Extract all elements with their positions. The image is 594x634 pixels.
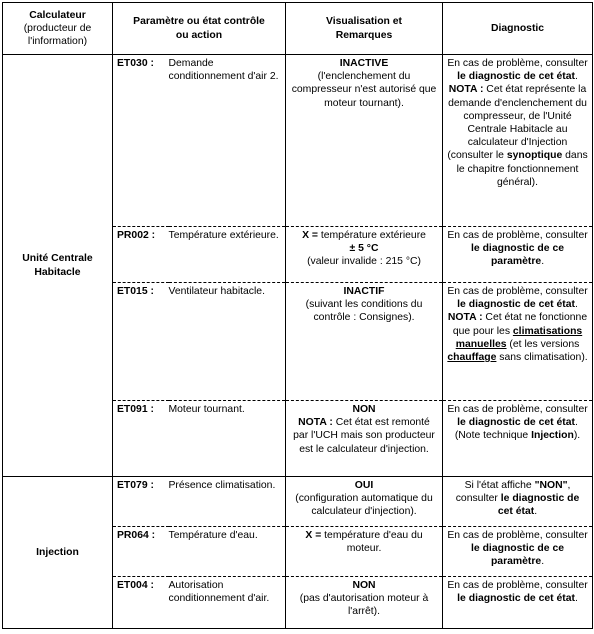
vis-value: INACTIF	[343, 286, 385, 297]
diag-note-end: ).	[573, 430, 581, 442]
vis-note: (configuration automatique du calculateur d'injection).	[295, 493, 433, 518]
diag-quote: "NON"	[534, 480, 568, 491]
param-code: ET015 :	[113, 283, 169, 401]
visualisation-cell	[286, 283, 443, 401]
diagnostic-cell	[443, 55, 593, 227]
param-name: Température extérieure.	[169, 227, 286, 283]
nota-underlined-2: chauffage	[447, 352, 497, 364]
nota-text-end: sans climatisation).	[496, 352, 588, 364]
nota-underlined: climatisations manuelles	[455, 325, 583, 350]
header-row	[3, 3, 593, 55]
param-code: PR002 :	[113, 227, 169, 283]
diag-text: En cas de problème, consulter	[447, 530, 588, 541]
vis-value: NON	[352, 580, 376, 591]
param-code: ET030 :	[113, 55, 169, 227]
calculator-cell-injection: Injection	[3, 477, 113, 629]
visualisation-cell	[286, 227, 443, 283]
diag-link-text: le diagnostic de cet état	[457, 417, 575, 429]
nota-label: NOTA :	[298, 417, 333, 429]
param-name: Température d'eau.	[169, 527, 286, 577]
diag-text: En cas de problème, consulter	[447, 404, 588, 415]
diag-text-end: .	[541, 256, 545, 268]
vis-x-label: X =	[302, 230, 318, 241]
vis-value: INACTIVE	[339, 58, 389, 69]
vis-x-text: température d'eau du moteur.	[321, 530, 423, 555]
visualisation-cell	[286, 527, 443, 577]
param-name: Moteur tournant.	[169, 401, 286, 477]
diag-text-end: .	[574, 593, 578, 605]
vis-x-label: X =	[305, 530, 322, 541]
param-name: Autorisation conditionnement d'air.	[169, 577, 286, 629]
diag-link-text: le diagnostic de cet état	[457, 299, 575, 311]
nota-text-end: dans le chapitre fonctionnement général).	[456, 150, 588, 188]
diagnostic-cell	[443, 283, 593, 401]
vis-tolerance: ± 5 °C	[349, 243, 379, 255]
vis-note: (suivant les conditions du contrôle : Consignes).	[305, 299, 423, 324]
header-parameter: Paramètre ou état contrôle ou action	[113, 3, 286, 55]
calculator-cell-uch: Unité Centrale Habitacle	[3, 55, 113, 477]
diag-text-end: .	[574, 71, 578, 83]
nota-label: NOTA :	[447, 312, 483, 324]
nota-bold: synoptique	[506, 150, 563, 162]
visualisation-cell	[286, 577, 443, 629]
header-visualisation: Visualisation et Remarques	[286, 3, 443, 55]
table-row-et079	[3, 477, 593, 527]
diag-text-end: .	[574, 299, 578, 311]
diagnostic-cell	[443, 527, 593, 577]
header-diagnostic: Diagnostic	[443, 3, 593, 55]
diag-text-end: .	[541, 556, 545, 568]
diagnostic-cell	[443, 401, 593, 477]
diag-link-text: le diagnostic de cet état	[457, 593, 575, 605]
visualisation-cell	[286, 401, 443, 477]
diag-link-text: le diagnostic de cet état	[497, 493, 580, 518]
param-name: Ventilateur habitacle.	[169, 283, 286, 401]
diag-link-text: le diagnostic de ce paramètre	[471, 543, 564, 568]
diagnostic-cell	[443, 227, 593, 283]
vis-value: NON	[352, 404, 376, 415]
param-code: ET079 :	[113, 477, 169, 527]
vis-note: (l'enclenchement du compresseur n'est autorisé que moteur tournant).	[291, 71, 437, 109]
diagnostic-cell	[443, 477, 593, 527]
diag-text-end: .	[534, 506, 538, 518]
nota-text: Cet état ne fonctionne que pour les	[452, 312, 588, 337]
visualisation-cell	[286, 477, 443, 527]
diagnostic-cell	[443, 577, 593, 629]
header-calculator-subtitle: (producteur de l'information)	[23, 22, 92, 48]
nota-text: Cet état est remonté par l'UCH mais son producteur est le calculateur d'injection.	[293, 417, 435, 455]
visualisation-cell	[286, 55, 443, 227]
diag-link-text: le diagnostic de cet état	[457, 71, 575, 83]
vis-value: OUI	[354, 480, 374, 491]
nota-label: NOTA :	[448, 84, 484, 96]
param-name: Demande conditionnement d'air 2.	[169, 55, 286, 227]
diag-note-bold: Injection	[531, 430, 574, 442]
diag-text: En cas de problème, consulter	[447, 286, 588, 297]
table-row-et030	[3, 55, 593, 227]
diag-link-text: le diagnostic de ce paramètre	[471, 243, 564, 268]
param-code: ET091 :	[113, 401, 169, 477]
diag-text: En cas de problème, consulter	[447, 230, 588, 241]
diag-text-end: .	[574, 417, 578, 429]
header-calculator-title: Calculateur	[29, 9, 86, 21]
vis-note: (pas d'autorisation moteur à l'arrêt).	[299, 593, 429, 618]
diag-text-mid: , consulter	[455, 480, 571, 505]
diag-text: En cas de problème, consulter	[447, 580, 588, 591]
nota-text: Cet état représente la demande d'enclenchement du compresseur, de l'Unité Centrale Habitacle au calculateur d'Injection (consulter le	[447, 84, 587, 162]
header-calculator	[3, 3, 113, 55]
param-code: ET004 :	[113, 577, 169, 629]
nota-text-mid: (et les versions	[506, 338, 580, 350]
diag-note: (Note technique	[454, 430, 532, 442]
diag-text: Si l'état affiche	[464, 480, 535, 491]
diagnostic-table	[2, 2, 593, 629]
param-code: PR064 :	[113, 527, 169, 577]
vis-invalid: (valeur invalide : 215 °C)	[307, 256, 421, 268]
vis-x-text: température extérieure	[317, 230, 426, 241]
param-name: Présence climatisation.	[169, 477, 286, 527]
diag-text: En cas de problème, consulter	[447, 58, 588, 69]
